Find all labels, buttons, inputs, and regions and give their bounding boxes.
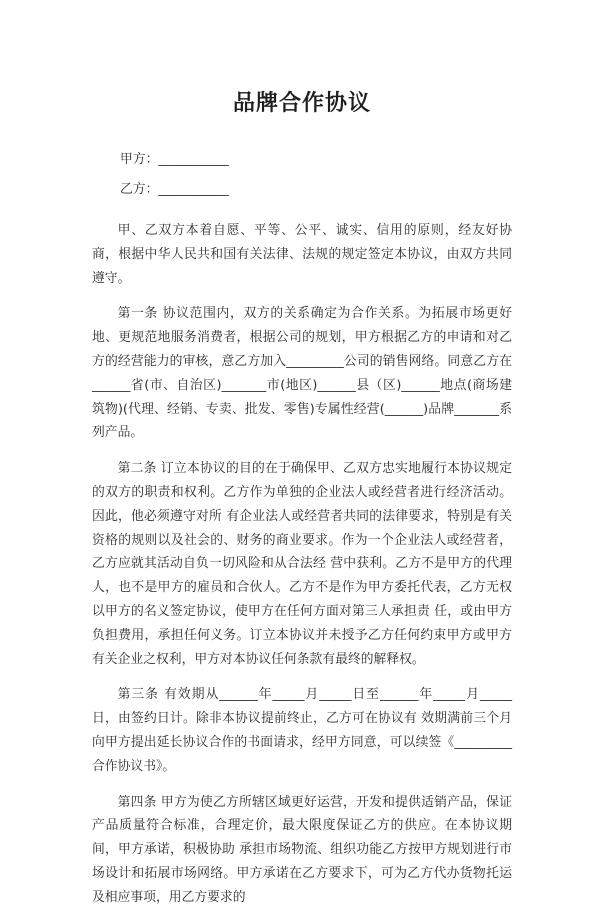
- preamble-paragraph: 甲、乙双方本着自愿、平等、公平、诚实、信用的原则，经友好协商，根据中华人民共和国有关法律、法规的规定签定本协议，由双方共同遵守。: [92, 223, 512, 286]
- clause-2-paragraph: 第二条 订立本协议的目的在于确保甲、乙双方忠实地履行本协议规定的双方的职责和权利。乙方作为单独的企业法人或经营者进行经济活动。因此，他必须遵守对所 有企业法人或经营者共同的法律要求，特别是有关资格的规则以及社会的、财务的商业要求。作为一个企业法人或经营者，乙方应就其活动自负一切风险和从合法经 营中获利。乙方不是甲方的代理人，也不是甲方的雇员和合伙人。乙方不是作为甲方委托代表，乙方无权以甲方的名义签定协议，使甲方在任何方面对第三人承担责 任，或由甲方负担费用，承担任何义务。订立本协议并未授予乙方任何约束甲方或甲方有关企业之权利，甲方对本协议任何条款有最终的解释权。: [92, 461, 512, 667]
- party-a-line: 甲方：___________: [120, 152, 229, 167]
- document-title: 品牌合作协议: [232, 91, 371, 116]
- party-b-line: 乙方：___________: [120, 182, 229, 197]
- clause-4-paragraph: 第四条 甲方为使乙方所辖区域更好运营，开发和提供适销产品，保证产品质量符合标准，合理定价，最大限度保证乙方的供应。在本协议期间，甲方承诺，积极协助 承担市场物流、组织功能乙方按甲方规划进行市场设计和拓展市场网络。甲方承诺在乙方要求下，可为乙方代办货物托运及相应事项，用乙方要求的: [92, 794, 512, 905]
- clause-3-paragraph: 第三条 有效期从______年_____月_____日至______年_____月_____日，由签约日计。除非本协议提前终止，乙方可在协议有 效期满前三个月向甲方提出延长协议合作的书面请求，经甲方同意，可以续签《_________合作协议书》。: [92, 687, 512, 774]
- clause-1-paragraph: 第一条 协议范围内，双方的关系确定为合作关系。为拓展市场更好地、更规范地服务消费者，根据公司的规划，甲方根据乙方的申请和对乙方的经营能力的审核，意乙方加入_________公司的销售网络。同意乙方在______省(市、自治区)_______市(地区)______县（区)______地点(商场建筑物)(代理、经销、专卖、批发、零售)专属性经营(______)品牌_______系列产品。: [92, 306, 512, 441]
